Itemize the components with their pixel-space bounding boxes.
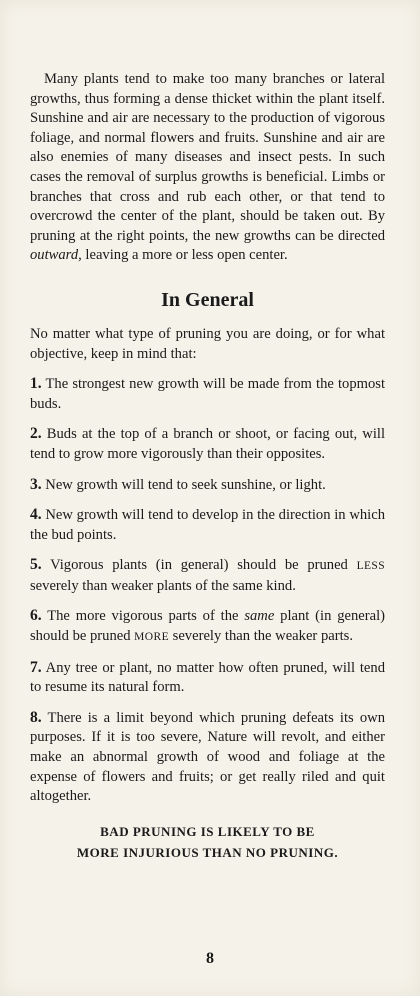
rule-item-1 bbox=[30, 374, 385, 414]
callout-line-2: MORE INJURIOUS THAN NO PRUNING. bbox=[76, 844, 339, 860]
intro-text-2: leaving a more or less open center. bbox=[81, 247, 288, 264]
intro-paragraph bbox=[30, 70, 385, 266]
rule-number: 8. bbox=[30, 708, 42, 726]
rule-text-a: The more vigorous parts of the bbox=[47, 608, 245, 625]
callout-warning bbox=[30, 821, 385, 863]
rule-text-c: severely than the weaker parts. bbox=[169, 628, 353, 645]
rule-text: New growth will tend to seek sunshine, or light. bbox=[45, 476, 326, 493]
rule-text: Any tree or plant, no matter how often pruned, will tend to resume its natural form. bbox=[30, 659, 385, 696]
section-heading: In General bbox=[161, 288, 254, 311]
page-number: 8 bbox=[206, 950, 214, 967]
rule-small-caps: MORE bbox=[134, 631, 169, 644]
rule-text-b: plant (in general) should be pruned bbox=[30, 608, 386, 645]
rule-item-4 bbox=[30, 505, 385, 545]
rule-item-5 bbox=[30, 555, 385, 596]
rule-item-2 bbox=[30, 424, 385, 464]
rule-item-3 bbox=[30, 475, 385, 496]
rule-emphasis: same bbox=[244, 608, 275, 625]
rule-number: 1. bbox=[30, 375, 42, 393]
rule-item-7 bbox=[30, 658, 385, 698]
rule-text-a: Vigorous plants (in general) should be pruned bbox=[50, 557, 357, 574]
rule-text: The strongest new growth will be made from the topmost buds. bbox=[30, 376, 386, 412]
intro-text-1: Many plants tend to make too many branches or lateral growths, thus forming a dense thicket within the plant itself. Sunshine and air are necessary to the production of vigorous foliage, and normal flowers and fruits. Sunshine and air are also enemies of many diseases and insect pests. In such cases the removal of surplus growths is beneficial. Limbs or branches that cross and rub each other, or that tend to overcrowd the center of the plant, should be taken out. By pruning at the right points, the new growths can be directed bbox=[30, 71, 385, 244]
rule-text: Buds at the top of a branch or shoot, or facing out, will tend to grow more vigorously than their opposites. bbox=[30, 426, 385, 462]
section-lead: No matter what type of pruning you are doing, or for what objective, keep in mind that: bbox=[30, 325, 385, 362]
rule-text: There is a limit beyond which pruning defeats its own purposes. If it is too severe, Nature will revolt, and either make an abnormal growth of wood and foliage at the expense of flowers and fruits; or get really riled and quit altogether. bbox=[30, 709, 386, 805]
rule-text-b: severely than weaker plants of the same kind. bbox=[30, 577, 296, 594]
intro-emphasis: outward, bbox=[30, 247, 82, 264]
rule-small-caps: LESS bbox=[356, 560, 386, 573]
rule-text: New growth will tend to develop in the direction in which the bud points. bbox=[30, 507, 385, 543]
rules-list bbox=[30, 374, 385, 807]
rule-number: 7. bbox=[30, 658, 42, 676]
rule-number: 4. bbox=[30, 506, 42, 524]
rule-number: 6. bbox=[30, 607, 42, 625]
callout-line-1: BAD PRUNING IS LIKELY TO BE bbox=[100, 823, 315, 839]
rule-number: 5. bbox=[30, 556, 42, 574]
text-column bbox=[30, 70, 385, 863]
rule-number: 2. bbox=[30, 425, 42, 443]
rule-item-6 bbox=[30, 606, 385, 647]
rule-item-8 bbox=[30, 708, 385, 807]
rule-number: 3. bbox=[30, 475, 42, 493]
